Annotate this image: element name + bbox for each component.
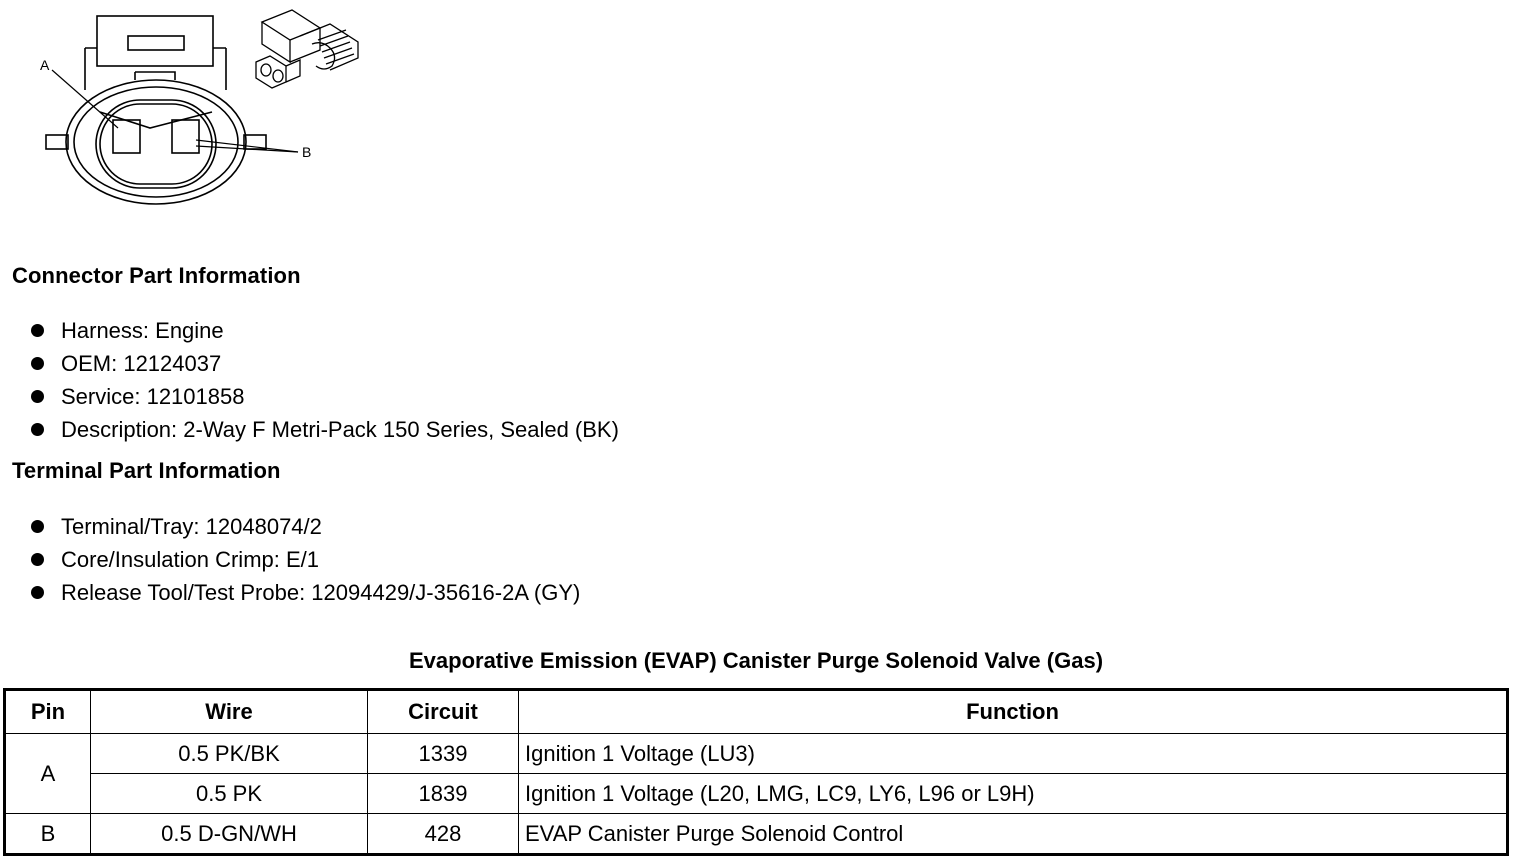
cell-function: EVAP Canister Purge Solenoid Control xyxy=(519,814,1507,854)
list-item-text: Core/Insulation Crimp: E/1 xyxy=(61,547,319,572)
header-circuit: Circuit xyxy=(368,691,519,734)
header-function: Function xyxy=(519,691,1507,734)
table-header-row xyxy=(6,691,1507,734)
list-item xyxy=(28,510,580,543)
cell-function: Ignition 1 Voltage (L20, LMG, LC9, LY6, L96 or L9H) xyxy=(519,774,1507,814)
list-item-text: Service: 12101858 xyxy=(61,384,245,409)
connector-isometric-icon xyxy=(256,10,358,88)
list-item xyxy=(28,380,619,413)
terminal-part-info-heading: Terminal Part Information xyxy=(12,458,281,483)
bullet-icon xyxy=(31,324,44,337)
header-wire: Wire xyxy=(91,691,368,734)
table-row xyxy=(6,734,1507,774)
callout-label-b: B xyxy=(302,144,312,160)
bullet-icon xyxy=(31,586,44,599)
bullet-icon xyxy=(31,390,44,403)
list-item-text: Description: 2-Way F Metri-Pack 150 Series, Sealed (BK) xyxy=(61,417,619,442)
bullet-icon xyxy=(31,520,44,533)
list-item xyxy=(28,576,580,609)
list-item xyxy=(28,413,619,446)
connector-part-info-heading: Connector Part Information xyxy=(12,263,301,288)
cell-circuit: 428 xyxy=(368,814,519,854)
list-item-text: Terminal/Tray: 12048074/2 xyxy=(61,514,322,539)
connector-diagram xyxy=(0,0,380,215)
cell-circuit: 1339 xyxy=(368,734,519,774)
list-item xyxy=(28,314,619,347)
pinout-table xyxy=(5,690,1507,854)
cell-function: Ignition 1 Voltage (LU3) xyxy=(519,734,1507,774)
table-title: Evaporative Emission (EVAP) Canister Purge Solenoid Valve (Gas) xyxy=(408,648,1104,673)
cell-wire: 0.5 PK xyxy=(91,774,368,814)
list-item-text: Harness: Engine xyxy=(61,318,224,343)
bullet-icon xyxy=(31,357,44,370)
bullet-icon xyxy=(31,553,44,566)
list-item-text: OEM: 12124037 xyxy=(61,351,222,376)
table-row xyxy=(6,774,1507,814)
list-item xyxy=(28,347,619,380)
list-item-text: Release Tool/Test Probe: 12094429/J-35616-2A (GY) xyxy=(61,580,581,605)
cell-wire: 0.5 D-GN/WH xyxy=(91,814,368,854)
cell-pin: B xyxy=(6,814,91,854)
list-item xyxy=(28,543,580,576)
connector-part-info-list xyxy=(28,314,619,446)
terminal-part-info-list xyxy=(28,510,580,609)
callout-label-a: A xyxy=(40,57,50,73)
bullet-icon xyxy=(31,423,44,436)
cell-pin: A xyxy=(6,734,91,814)
table-row xyxy=(6,814,1507,854)
cell-circuit: 1839 xyxy=(368,774,519,814)
cell-wire: 0.5 PK/BK xyxy=(91,734,368,774)
header-pin: Pin xyxy=(6,691,91,734)
